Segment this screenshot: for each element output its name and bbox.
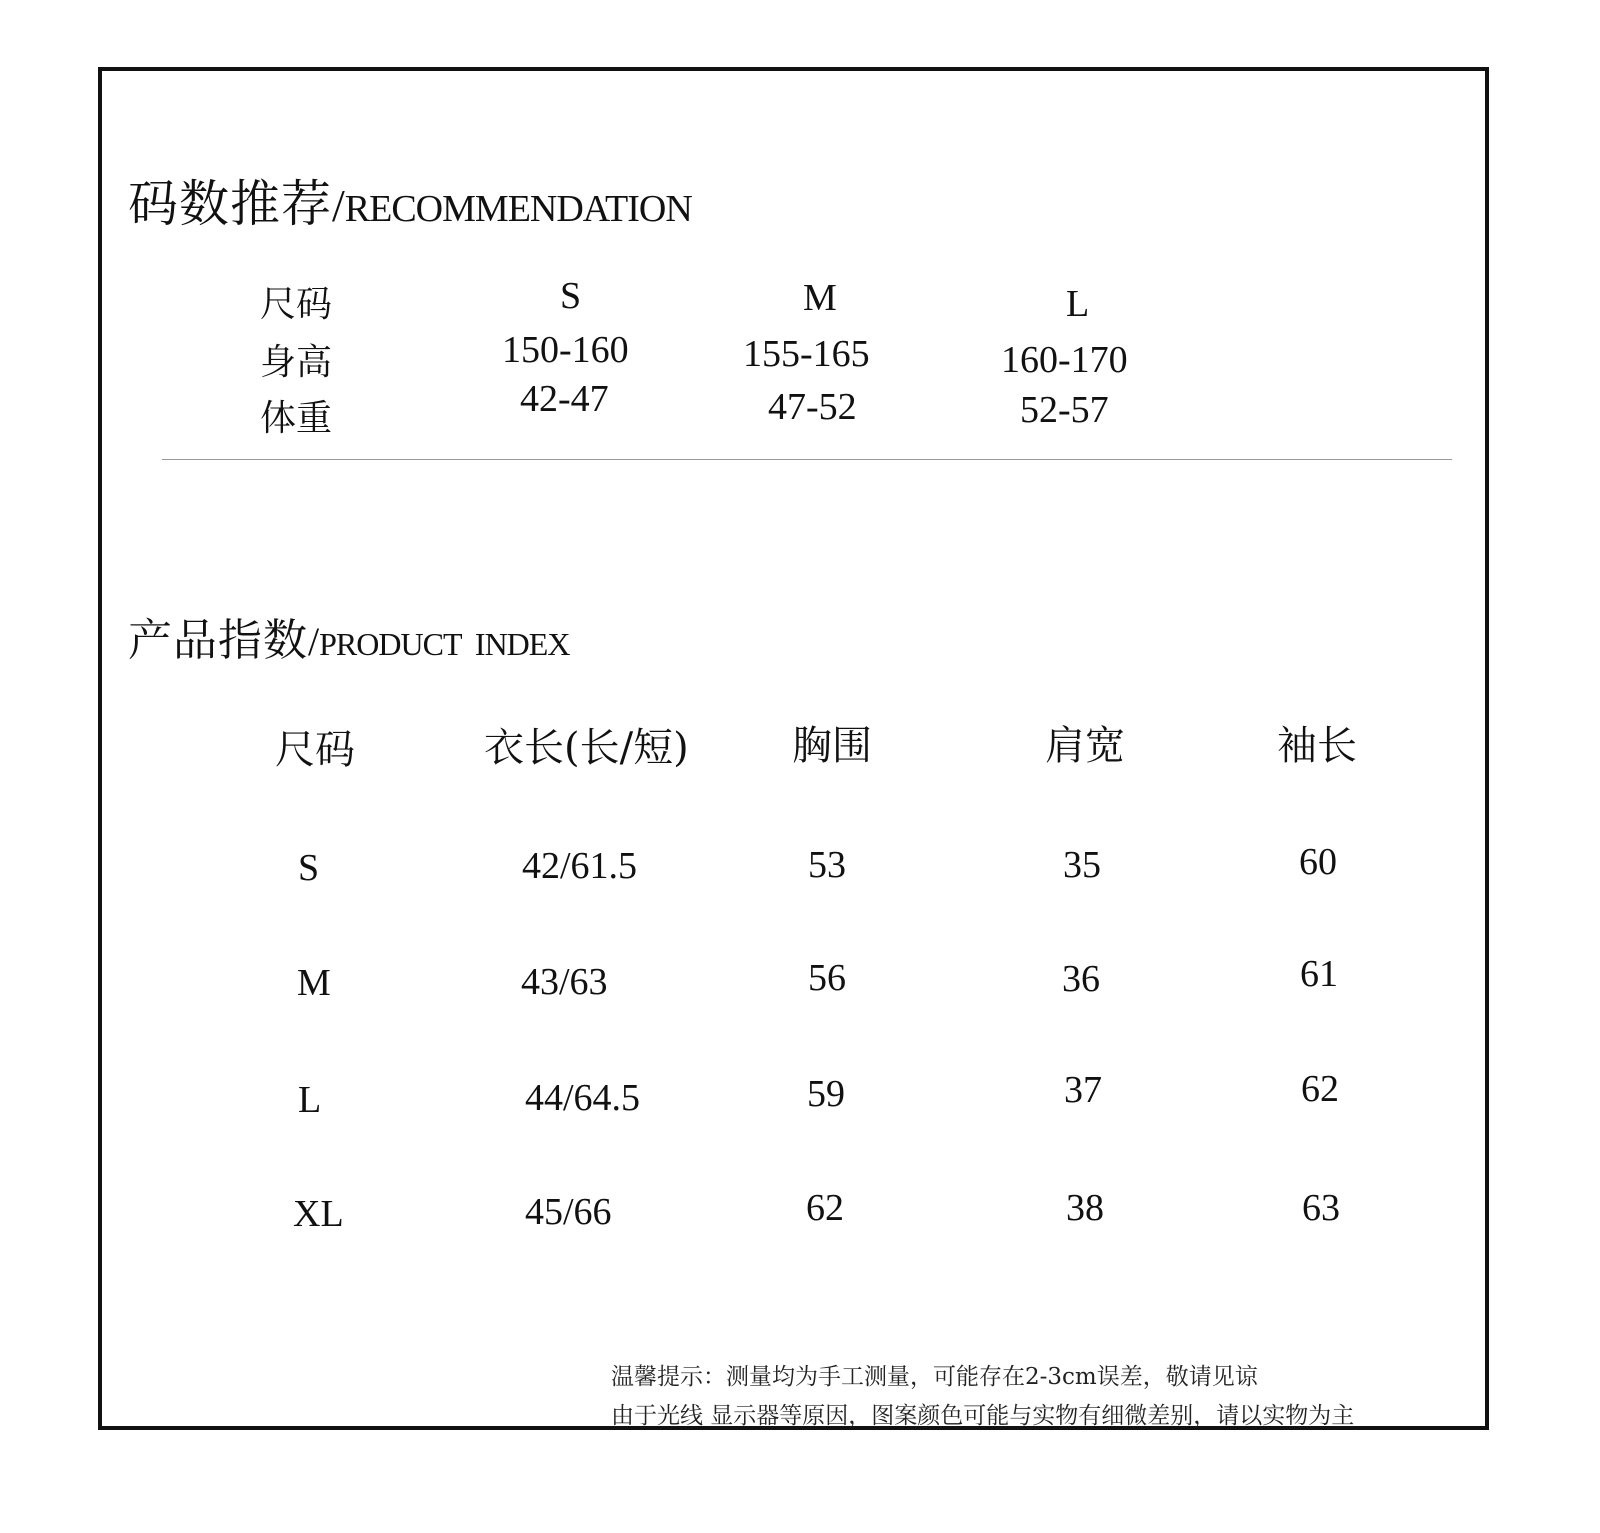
index-cell: 56 xyxy=(808,957,846,999)
product-index-title-cn: 产品指数 xyxy=(128,615,308,666)
product-index-title-en: PRODUCT INDEX xyxy=(319,626,570,662)
rec-row-label: 体重 xyxy=(260,398,333,439)
index-cell: 62 xyxy=(806,1187,844,1229)
index-cell: 53 xyxy=(808,844,846,886)
rec-cell: 160-170 xyxy=(1001,339,1128,381)
index-cell: 35 xyxy=(1063,844,1101,886)
rec-cell: 150-160 xyxy=(502,329,629,371)
recommendation-title-en: RECOMMENDATION xyxy=(344,188,692,230)
index-cell: 61 xyxy=(1300,953,1338,995)
index-cell: 44/64.5 xyxy=(525,1077,641,1119)
index-cell: 45/66 xyxy=(525,1191,612,1233)
index-cell-size: S xyxy=(298,847,320,889)
measurement-note: 温馨提示：测量均为手工测量，可能存在2-3cm误差，敬请见谅 xyxy=(611,1364,1258,1390)
rec-row-label: 尺码 xyxy=(260,284,333,325)
recommendation-title-separator: / xyxy=(332,180,345,231)
rec-cell: M xyxy=(803,277,837,319)
product-index-title xyxy=(128,604,569,668)
rec-cell: 52-57 xyxy=(1020,389,1109,431)
recommendation-title xyxy=(128,164,692,236)
index-header: 肩宽 xyxy=(1045,723,1125,769)
index-cell: 62 xyxy=(1301,1068,1339,1110)
recommendation-title-cn: 码数推荐 xyxy=(128,175,332,233)
index-cell-size: XL xyxy=(293,1193,344,1235)
index-cell: 60 xyxy=(1299,841,1337,883)
rec-cell: 47-52 xyxy=(768,386,857,428)
section-divider xyxy=(162,459,1452,460)
index-header: 胸围 xyxy=(792,723,872,769)
index-cell: 37 xyxy=(1064,1069,1102,1111)
index-cell: 59 xyxy=(807,1073,845,1115)
index-cell: 42/61.5 xyxy=(522,845,638,887)
index-cell-size: L xyxy=(298,1079,322,1121)
rec-row-label: 身高 xyxy=(260,342,333,383)
index-cell-size: M xyxy=(297,962,331,1004)
index-cell: 63 xyxy=(1302,1187,1340,1229)
index-cell: 36 xyxy=(1062,958,1100,1000)
rec-cell: L xyxy=(1066,283,1090,325)
rec-cell: S xyxy=(560,275,582,317)
index-header: 衣长(长/短) xyxy=(484,725,689,771)
color-note: 由于光线 显示器等原因，图案颜色可能与实物有细微差别，请以实物为主 xyxy=(611,1403,1355,1429)
index-header: 袖长 xyxy=(1277,723,1357,769)
rec-cell: 42-47 xyxy=(520,378,609,420)
rec-cell: 155-165 xyxy=(743,333,870,375)
index-cell: 43/63 xyxy=(521,961,608,1003)
index-header: 尺码 xyxy=(275,727,355,773)
product-index-title-separator: / xyxy=(308,619,320,664)
index-cell: 38 xyxy=(1066,1187,1104,1229)
